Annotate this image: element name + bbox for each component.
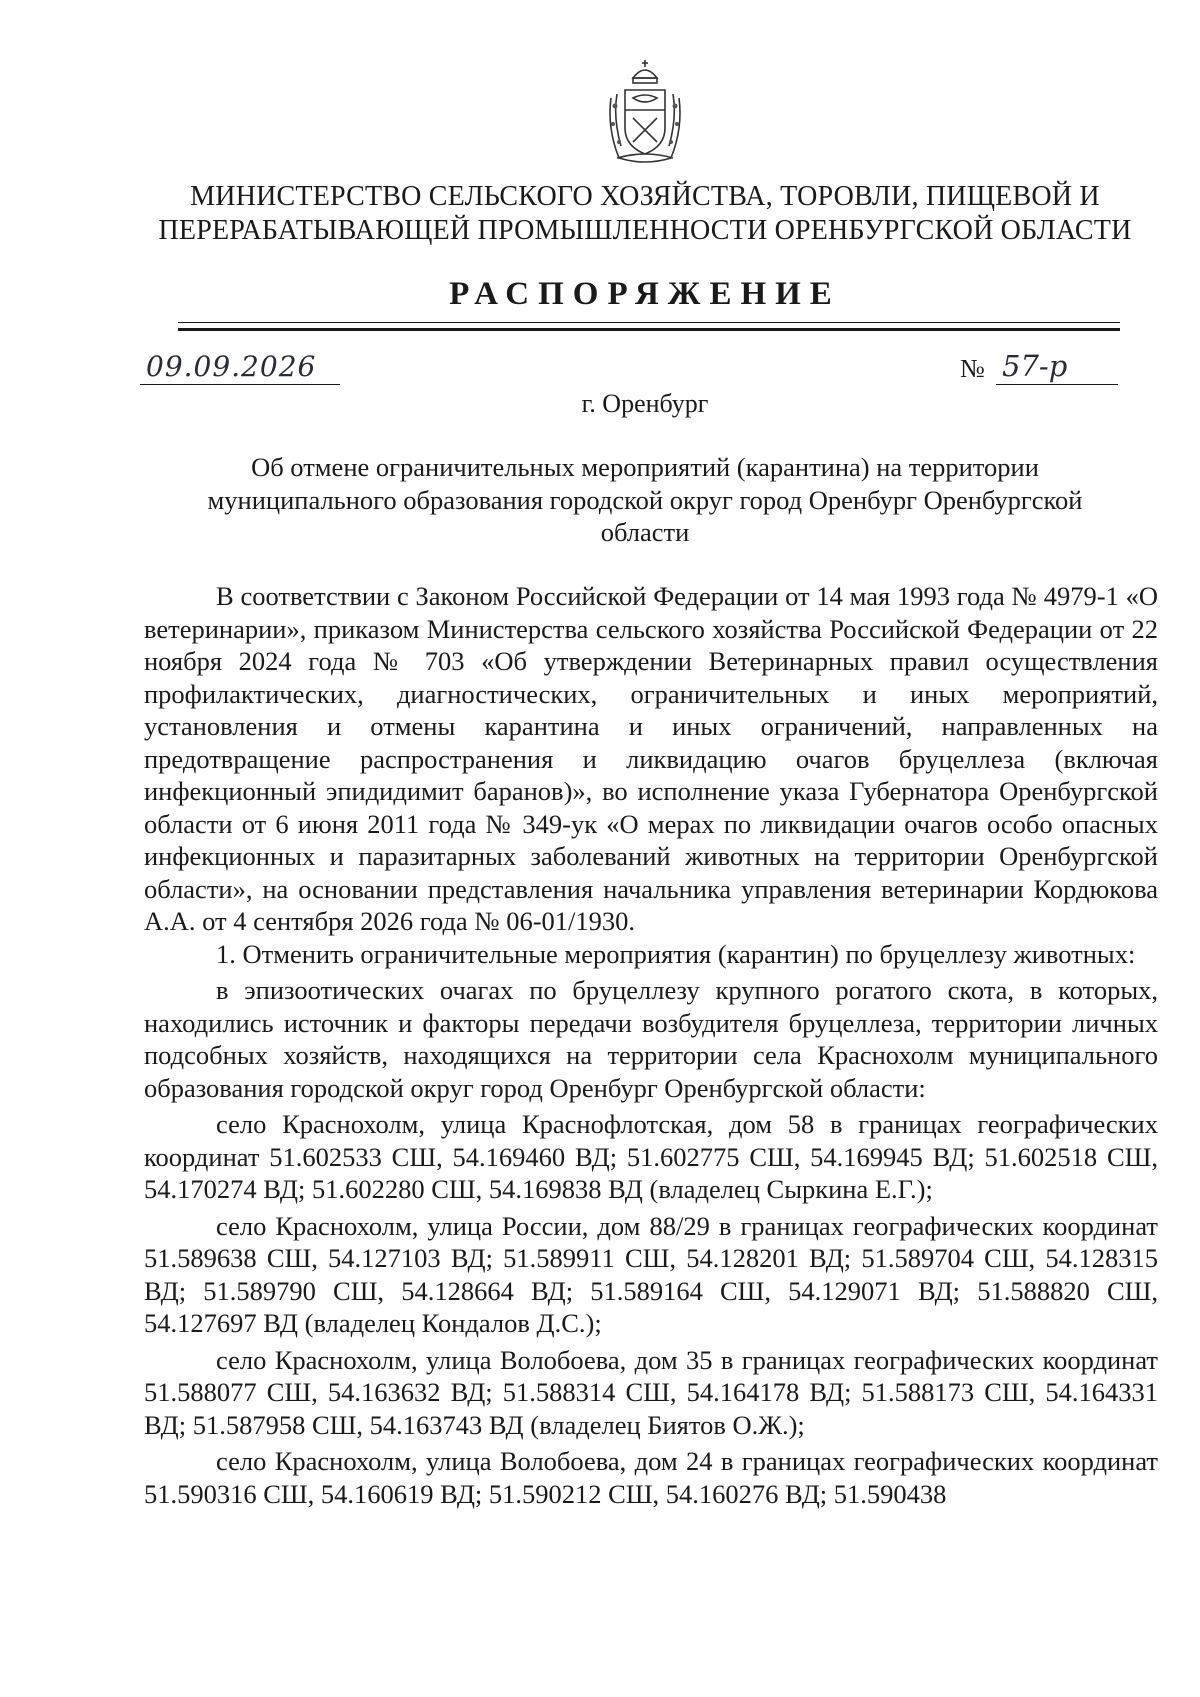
subject-line-2: муниципального образования городской округ город Оренбург Оренбургской (207, 484, 1083, 515)
location-2: село Краснохолм, улица России, дом 88/29 в границах географических координат 51.589638 СШ, 54.127103 ВД; 51.589911 СШ, 54.128201 ВД; 51.589704 СШ, 54.128315 ВД; 51.589790 СШ, 54.128664 ВД; 51.589164 СШ, 54.129071 ВД; 51.588820 СШ, 54.127697 ВД (владелец Кондалов Д.С.); (144, 1210, 1158, 1338)
item-1-detail: в эпизоотических очагах по бруцеллезу крупного рогатого скота, в которых, находились источник и факторы передачи возбудителя бруцеллеза, территории личных подсобных хозяйств, находящихся на территории села Краснохолм муниципального образования городской округ город Оренбург Оренбургской области: (144, 975, 1158, 1103)
preamble-paragraph: В соответствии с Законом Российской Федерации от 14 мая 1993 года № 4979-1 «О ветеринарии», приказом Министерства сельского хозяйства Российской Федерации от 22 ноября 2024 года № 703 «Об утверждении Ветеринарных правил осуществления профилактических, диагностических, ограничительных и иных мероприятий, установления и отмены карантина и иных ограничений, направленных на предотвращение распространения и ликвидацию очагов бруцеллеза (включая инфекционный эпидидимит баранов)», во исполнение указа Губернатора Оренбургской области от 6 июня 2011 года № 349-ук «О мерах по ликвидации очагов особо опасных инфекционных и паразитарных заболеваний животных на территории Оренбургской области», на основании представления начальника управления ветеринарии Кордюкова А.А. от 4 сентября 2026 года № 06-01/1930. (144, 581, 1158, 936)
header-divider-thin (178, 322, 1120, 323)
document-number: 57-р (1002, 349, 1068, 383)
subject-line-1: Об отмене ограничительных мероприятий (карантина) на территории (251, 452, 1039, 482)
document-date: 09.09.2026 (146, 350, 317, 383)
date-underline (140, 384, 340, 385)
document-type-title: РАСПОРЯЖЕНИЕ (449, 276, 841, 312)
location-4: село Краснохолм, улица Волобоева, дом 24 в границах географических координат 51.590316 СШ, 54.160619 ВД; 51.590212 СШ, 54.160276 ВД; 51.590438 (144, 1446, 1158, 1509)
ministry-line-1: МИНИСТЕРСТВО СЕЛЬСКОГО ХОЗЯЙСТВА, ТОРОВЛИ, ПИЩЕВОЙ И (190, 181, 1100, 212)
coat-of-arms-icon (603, 58, 687, 166)
number-underline (996, 384, 1118, 385)
document-subject (160, 451, 1130, 549)
item-1: 1. Отменить ограничительные мероприятия (карантин) по бруцеллезу животных: (216, 938, 1136, 969)
city: г. Оренбург (581, 389, 709, 418)
document-body (144, 580, 1158, 1510)
location-3: село Краснохолм, улица Волобоева, дом 35 в границах географических координат 51.588077 СШ, 54.163632 ВД; 51.588314 СШ, 54.164178 ВД; 51.588173 СШ, 54.164331 ВД; 51.587958 СШ, 54.163743 ВД (владелец Биятов О.Ж.); (144, 1344, 1158, 1440)
subject-line-3: области (600, 517, 690, 547)
location-1: село Краснохолм, улица Краснофлотская, дом 58 в границах географических координат 51.602533 СШ, 54.169460 ВД; 51.602775 СШ, 54.169945 ВД; 51.602518 СШ, 54.170274 ВД; 51.602280 СШ, 54.169838 ВД (владелец Сыркина Е.Г.); (144, 1109, 1158, 1204)
ministry-name (130, 180, 1160, 248)
ministry-line-2: ПЕРЕРАБАТЫВАЮЩЕЙ ПРОМЫШЛЕННОСТИ ОРЕНБУРГСКОЙ ОБЛАСТИ (158, 215, 1132, 246)
number-label: № (960, 354, 985, 383)
header-divider-thick (178, 328, 1120, 331)
